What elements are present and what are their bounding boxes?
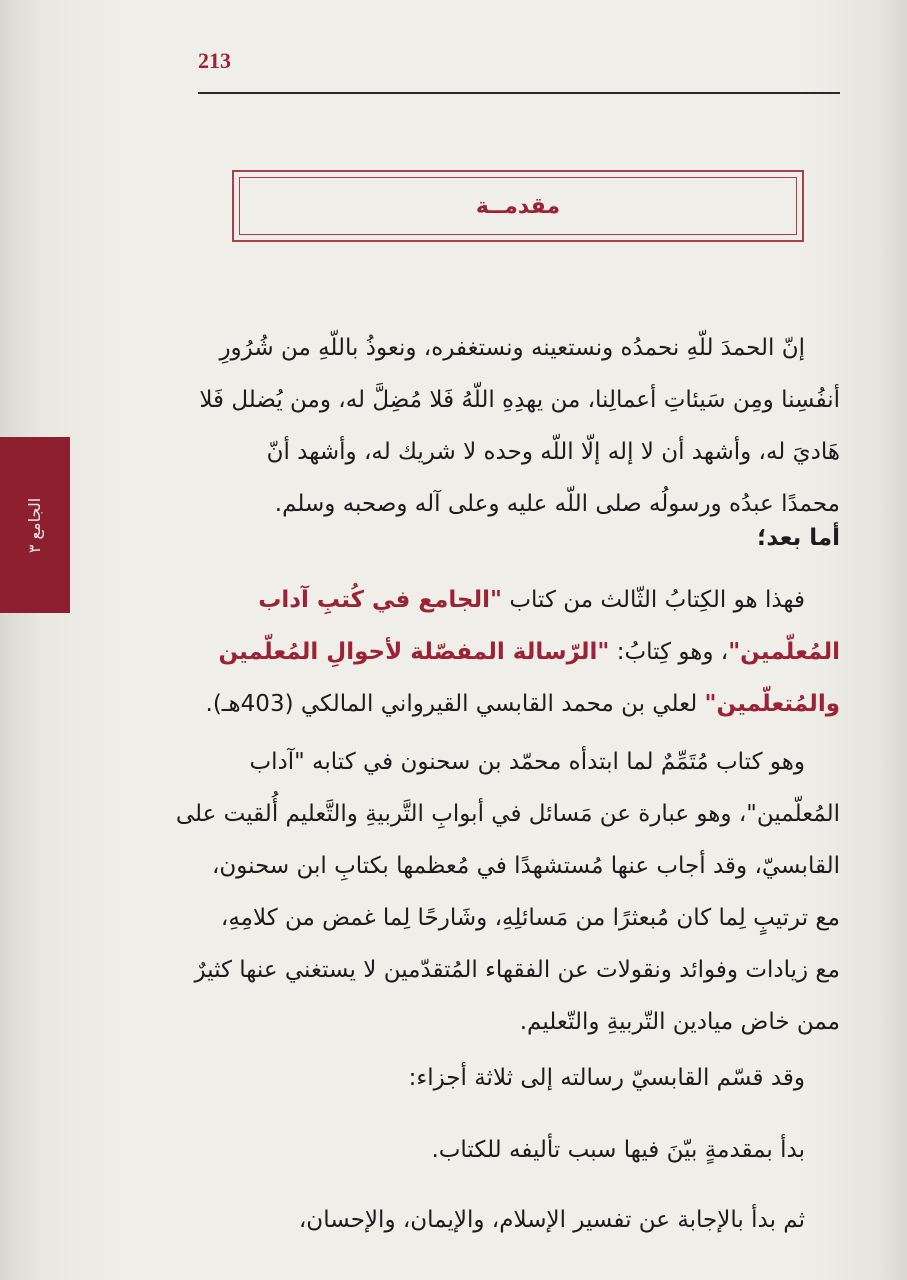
text-line xyxy=(150,678,840,730)
text-span: لعلي بن محمد القابسي القيرواني المالكي (403هـ). xyxy=(205,691,705,717)
text-line: أنفُسِنا ومِن سَيئاتِ أعمالِنا، من يهدِهِ اللّهُ فَلا مُضِلَّ له، ومن يُضلل فَلا xyxy=(199,387,840,413)
text-line: المُعلّمين"، وهو عبارة عن مَسائل في أبوابِ التَّربيةِ والتَّعليم أُلقيت على xyxy=(175,801,840,827)
paragraph-part-two xyxy=(150,1194,840,1246)
paragraph-intro xyxy=(150,322,840,530)
book-title-risala-end: والمُتعلّمين" xyxy=(704,691,840,717)
text-span: ، وهو كِتابُ: xyxy=(609,639,729,665)
side-chapter-tab xyxy=(0,437,70,613)
text-line: مع زيادات وفوائد ونقولات عن الفقهاء المُتقدّمين لا يستغني عنها كثيرٌ xyxy=(194,957,840,983)
side-tab-label: الجامع ٣ xyxy=(25,497,45,553)
book-title-jami: "الجامع في كُتبِ آداب xyxy=(258,587,503,613)
text-line: وهو كتاب مُتَمِّمٌ لما ابتدأه محمّد بن سحنون في كتابه "آداب xyxy=(249,749,805,775)
text-line: مع ترتيبٍ لِما كان مُبعثرًا من مَسائلِهِ، وشَارحًا لِما غمض من كلامِهِ، xyxy=(220,905,840,931)
text-line xyxy=(150,574,840,626)
text-line: بدأ بمقدمةٍ بيّنَ فيها سبب تأليفه للكتاب. xyxy=(431,1137,805,1163)
text-line: القابسيّ، وقد أجاب عنها مُستشهدًا في مُعظمها بكتابِ ابن سحنون، xyxy=(211,853,840,879)
text-span: فهذا هو الكِتابُ الثّالث من كتاب xyxy=(502,587,805,613)
text-line: إنّ الحمدَ للّهِ نحمدُه ونستعينه ونستغفره، ونعوذُ باللّهِ من شُرُورِ xyxy=(219,335,805,361)
text-line: محمدًا عبدُه ورسولُه صلى اللّه عليه وعلى آله وصحبه وسلم. xyxy=(274,491,840,517)
heading-inner-frame xyxy=(239,177,797,235)
paragraph-book-intro xyxy=(150,574,840,730)
text-line: هَاديَ له، وأشهد أن لا إله إلّا اللّه وحده لا شريك له، وأشهد أنّ xyxy=(266,439,840,465)
paragraph-division xyxy=(150,1052,840,1104)
page-number: 213 xyxy=(198,48,231,73)
header-rule xyxy=(198,92,840,94)
paragraph-description xyxy=(150,736,840,1048)
text-line: ممن خاض ميادين التّربيةِ والتّعليم. xyxy=(519,1009,840,1035)
text-line: وقد قسّم القابسيّ رسالته إلى ثلاثة أجزاء: xyxy=(408,1065,805,1091)
text-line xyxy=(150,626,840,678)
amma-baad-line xyxy=(150,512,840,564)
section-heading: مقدمــة xyxy=(475,193,561,219)
paragraph-part-one xyxy=(150,1124,840,1176)
text-line: ثم بدأ بالإجابة عن تفسير الإسلام، والإيمان، والإحسان، xyxy=(298,1207,805,1233)
heading-frame xyxy=(232,170,804,242)
book-title-risala: "الرّسالة المفصّلة لأحوالِ المُعلّمين xyxy=(218,639,610,665)
book-title-jami-end: المُعلّمين" xyxy=(728,639,840,665)
amma-baad: أما بعد؛ xyxy=(757,525,840,551)
